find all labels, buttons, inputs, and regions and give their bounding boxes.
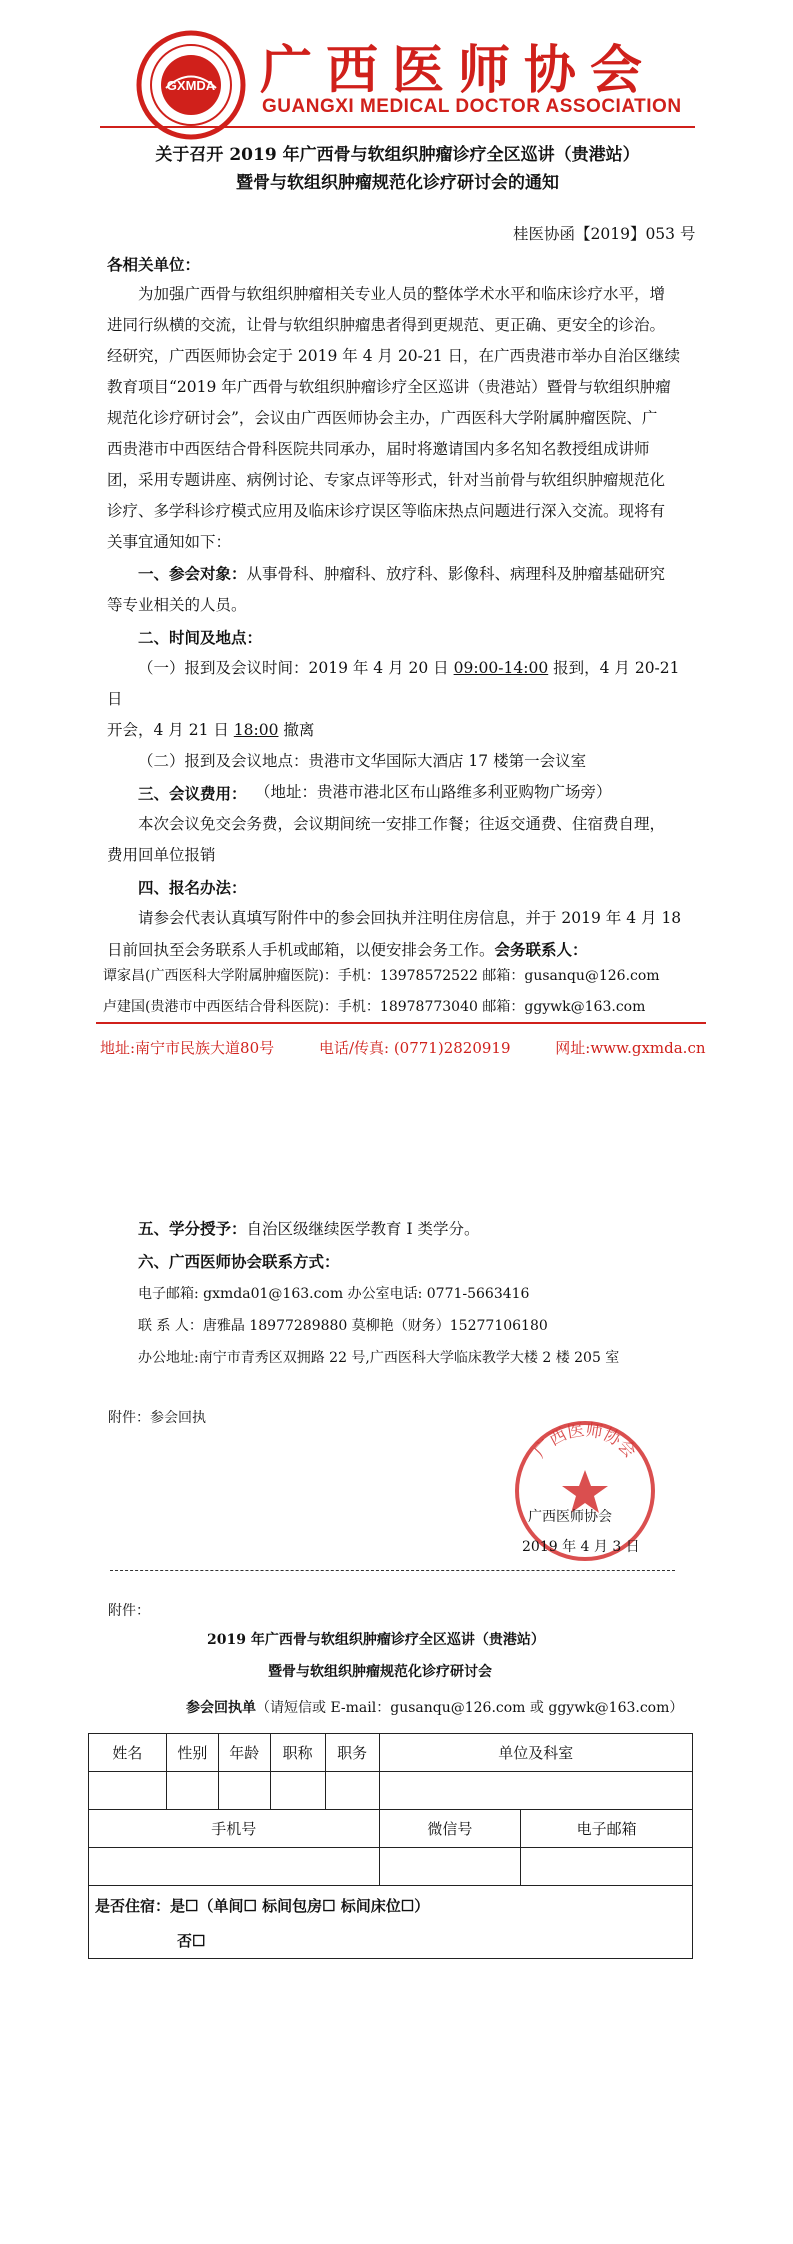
org-name: 广西医师协会 xyxy=(260,40,657,101)
header-email: 电子邮箱 xyxy=(521,1810,693,1848)
svg-text:广西医师协会 xyxy=(530,1419,639,1462)
doc-number: 桂医协函【2019】053 号 xyxy=(513,225,696,243)
footer-phone: 电话/传真: (0771)2820919 xyxy=(318,1039,511,1057)
intro-line: 进同行纵横的交流，让骨与软组织肿瘤患者得到更规范、更正确、更安全的诊治。 xyxy=(107,316,666,334)
gxmda-logo xyxy=(136,30,246,140)
org-name-en: GUANGXI MEDICAL DOCTOR ASSOCIATION xyxy=(262,96,682,117)
intro-line: 经研究，广西医师协会定于 2019 年 4 月 20-21 日，在广西贵港市举办自治区继续 xyxy=(107,347,681,365)
section-text: 日前回执至会务联系人手机或邮箱，以便安排会务工作。 xyxy=(107,941,495,959)
section-heading: 二、时间及地点： xyxy=(138,628,263,647)
association-contacts: 联 系 人：唐雅晶 18977289880 莫柳艳（财务）15277106180 xyxy=(138,1318,548,1334)
section-heading: 五、学分授予： xyxy=(138,1219,247,1238)
section-heading: 六、广西医师协会联系方式： xyxy=(138,1252,340,1271)
section-attendees xyxy=(107,558,692,621)
attachment-label: 附件： xyxy=(108,1603,150,1619)
reply-form xyxy=(88,1733,693,1959)
intro-line: 为加强广西骨与软组织肿瘤相关专业人员的整体学术水平和临床诊疗水平，增 xyxy=(138,285,666,303)
input-age[interactable] xyxy=(218,1772,270,1810)
section-heading: 一、参会对象： xyxy=(138,564,247,583)
footer-website[interactable]: 网址:www.gxmda.cn xyxy=(555,1039,706,1057)
section-text: 等专业相关的人员。 xyxy=(107,596,247,614)
venue-address: （地址：贵港市港北区布山路维多利亚购物广场旁） xyxy=(255,783,612,801)
header-rule xyxy=(100,126,695,128)
intro-paragraph xyxy=(107,279,692,558)
header-phone: 手机号 xyxy=(89,1810,380,1848)
section-text: 自治区级继续医学教育 I 类学分。 xyxy=(246,1220,480,1238)
input-unit[interactable] xyxy=(379,1772,692,1810)
reply-title: 参会回执单 xyxy=(186,1700,256,1716)
signature-org: 广西医师协会 xyxy=(528,1509,612,1525)
seal-text: 广西医师协会 xyxy=(530,1420,640,1462)
logo-text: GXMDA xyxy=(166,78,216,93)
time-text: 撤离 xyxy=(278,721,315,739)
letterhead-footer xyxy=(100,1037,793,1058)
section-registration xyxy=(107,872,692,966)
input-phone[interactable] xyxy=(89,1848,380,1886)
signature-date: 2019 年 4 月 3 日 xyxy=(522,1539,640,1555)
intro-line: 关事宜通知如下： xyxy=(107,533,232,551)
intro-line: 教育项目“2019 年广西骨与软组织肿瘤诊疗全区巡讲（贵港站）暨骨与软组织肿瘤 xyxy=(107,378,671,396)
venue-line: （二）报到及会议地点：贵港市文华国际大酒店 17 楼第一会议室 xyxy=(138,752,587,770)
checkin-time: 09:00-14:00 xyxy=(453,659,549,677)
reply-note: （请短信或 E-mail：gusanqu@126.com 或 ggywk@163.com） xyxy=(256,1700,684,1716)
input-email[interactable] xyxy=(521,1848,693,1886)
header-unit: 单位及科室 xyxy=(379,1734,692,1772)
header-age: 年龄 xyxy=(218,1734,270,1772)
section-heading: 四、报名办法： xyxy=(138,878,247,897)
section-credits xyxy=(138,1217,480,1239)
input-title[interactable] xyxy=(270,1772,325,1810)
section-text: 请参会代表认真填写附件中的参会回执并注明住房信息，并于 2019 年 4 月 18 xyxy=(138,909,682,927)
salutation: 各相关单位： xyxy=(107,255,201,274)
lodging-no-option[interactable]: 否☐ xyxy=(177,1932,206,1950)
footer-rule xyxy=(96,1022,706,1024)
input-position[interactable] xyxy=(325,1772,379,1810)
time-text: （一）报到及会议时间：2019 年 4 月 20 日 xyxy=(138,659,454,677)
section-text: 从事骨科、肿瘤科、放疗科、影像科、病理科及肿瘤基础研究 xyxy=(246,565,666,583)
intro-line: 规范化诊疗研讨会”，会议由广西医师协会主办，广西医科大学附属肿瘤医院、广 xyxy=(107,409,658,427)
footer-address: 地址:南宁市民族大道80号 xyxy=(100,1039,275,1057)
header-wechat: 微信号 xyxy=(379,1810,521,1848)
section-text: 本次会议免交会务费，会议期间统一安排工作餐；往返交通费、住宿费自理， xyxy=(138,815,666,833)
attachment-note: 附件：参会回执 xyxy=(108,1410,206,1426)
lodging-row xyxy=(89,1886,693,1959)
header-title: 职称 xyxy=(270,1734,325,1772)
cut-line xyxy=(110,1570,675,1571)
association-email-phone: 电子邮箱: gxmda01@163.com 办公室电话: 0771-5663416 xyxy=(138,1286,530,1302)
doc-title-line1: 关于召开 2019 年广西骨与软组织肿瘤诊疗全区巡讲（贵港站） xyxy=(155,145,640,165)
contact-1: 谭家昌(广西医科大学附属肿瘤医院)：手机：13978572522 邮箱：gusanqu@126.com xyxy=(103,968,660,984)
reply-heading xyxy=(186,1697,683,1717)
intro-line: 西贵港市中西医结合骨科医院共同承办，届时将邀请国内多名知名教授组成讲师 xyxy=(107,440,650,458)
attachment-title-2: 暨骨与软组织肿瘤规范化诊疗研讨会 xyxy=(268,1664,492,1680)
time-text: 报到，4 月 20-21 日 xyxy=(107,659,680,708)
header-name: 姓名 xyxy=(89,1734,167,1772)
association-address: 办公地址:南宁市青秀区双拥路 22 号,广西医科大学临床教学大楼 2 楼 205 室 xyxy=(138,1350,620,1366)
lodging-label: 是否住宿： xyxy=(95,1897,171,1915)
doc-title-line2: 暨骨与软组织肿瘤规范化诊疗研讨会的通知 xyxy=(236,173,559,193)
intro-line: 团，采用专题讲座、病例讨论、专家点评等形式，针对当前骨与软组织肿瘤规范化 xyxy=(107,471,666,489)
attachment-title-1: 2019 年广西骨与软组织肿瘤诊疗全区巡讲（贵港站） xyxy=(207,1632,545,1648)
contact-label: 会务联系人： xyxy=(494,940,588,959)
time-text: 开会，4 月 21 日 xyxy=(107,721,234,739)
leave-time: 18:00 xyxy=(233,721,279,739)
section-heading: 三、会议费用： xyxy=(138,784,247,803)
contact-2: 卢建国(贵港市中西医结合骨科医院)：手机：18978773040 邮箱：ggywk@163.com xyxy=(103,999,646,1015)
intro-line: 诊疗、多学科诊疗模式应用及临床诊疗误区等临床热点问题进行深入交流。现将有 xyxy=(107,502,666,520)
header-gender: 性别 xyxy=(166,1734,218,1772)
header-position: 职务 xyxy=(325,1734,379,1772)
lodging-yes-option[interactable]: 是☐（单间☐ 标间包房☐ 标间床位☐） xyxy=(170,1897,430,1915)
section-text: 费用回单位报销 xyxy=(107,846,216,864)
input-gender[interactable] xyxy=(166,1772,218,1810)
section-fees xyxy=(107,778,692,871)
input-wechat[interactable] xyxy=(379,1848,521,1886)
input-name[interactable] xyxy=(89,1772,167,1810)
